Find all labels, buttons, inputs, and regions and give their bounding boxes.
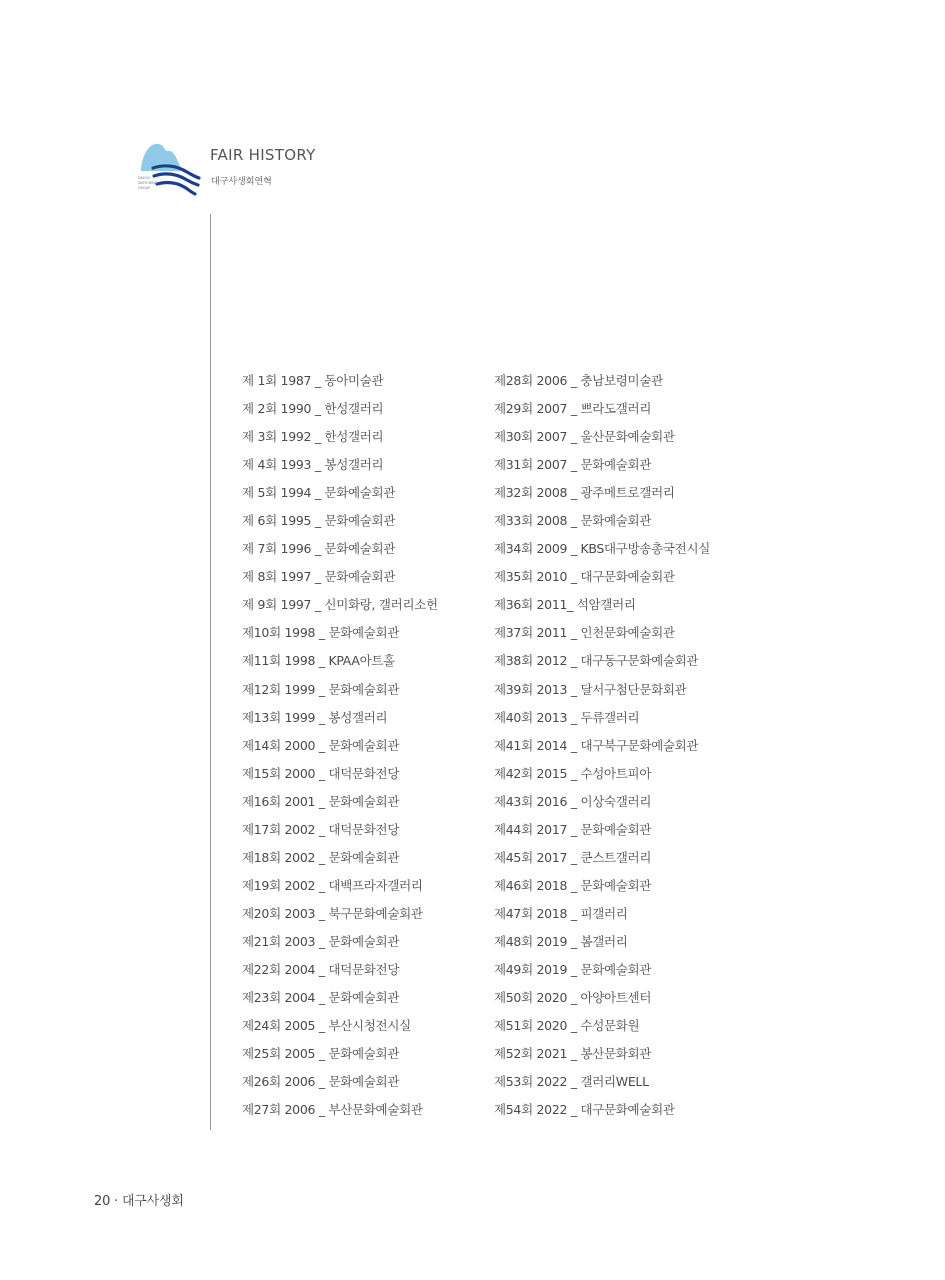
history-item: 제 4회 1993 _ 봉성갤러리 <box>242 457 384 473</box>
history-item: 제 9회 1997 _ 신미화랑, 갤러리소헌 <box>242 597 438 613</box>
history-item: 제21회 2003 _ 문화예술회관 <box>242 933 400 949</box>
history-item: 제26회 2006 _ 문화예술회관 <box>242 1074 400 1090</box>
vertical-divider <box>210 214 211 1130</box>
history-item: 제50회 2020 _ 아양아트센터 <box>494 990 652 1006</box>
history-item: 제52회 2021 _ 봉산문화회관 <box>494 1046 652 1062</box>
history-item: 제41회 2014 _ 대구북구문화예술회관 <box>494 737 699 753</box>
history-item: 제43회 2016 _ 이상숙갤러리 <box>494 793 652 809</box>
history-item: 제22회 2004 _ 대덕문화전당 <box>242 961 400 977</box>
history-item: 제29회 2007 _ 쁘라도갤러리 <box>494 401 652 417</box>
history-item: 제47회 2018 _ 피갤러리 <box>494 905 628 921</box>
history-list-left <box>242 369 482 1126</box>
history-item: 제14회 2000 _ 문화예술회관 <box>242 737 400 753</box>
history-item: 제44회 2017 _ 문화예술회관 <box>494 821 652 837</box>
logo-text-2: SKETCHING <box>138 181 158 185</box>
history-item: 제 6회 1995 _ 문화예술회관 <box>242 513 396 529</box>
history-item: 제11회 1998 _ KPAA아트홀 <box>242 653 395 669</box>
history-item: 제 1회 1987 _ 동아미술관 <box>242 373 384 388</box>
history-item: 제54회 2022 _ 대구문화예술회관 <box>494 1102 675 1118</box>
history-item: 제45회 2017 _ 쿤스트갤러리 <box>494 849 652 865</box>
history-item: 제42회 2015 _ 수성아트피아 <box>494 765 652 781</box>
history-item: 제49회 2019 _ 문화예술회관 <box>494 961 652 977</box>
history-item: 제 8회 1997 _ 문화예술회관 <box>242 569 396 585</box>
history-item: 제 5회 1994 _ 문화예술회관 <box>242 485 396 501</box>
history-item: 제19회 2002 _ 대백프라자갤러리 <box>242 877 423 893</box>
history-item: 제30회 2007 _ 울산문화예술회관 <box>494 429 675 445</box>
history-item: 제12회 1999 _ 문화예술회관 <box>242 681 400 697</box>
history-item: 제35회 2010 _ 대구문화예술회관 <box>494 569 675 585</box>
section-subtitle: 대구사생회연혁 <box>211 177 272 187</box>
logo-text-1: DAEGU <box>138 176 151 180</box>
history-item: 제10회 1998 _ 문화예술회관 <box>242 625 400 641</box>
history-item: 제24회 2005 _ 부산시청전시실 <box>242 1018 411 1034</box>
history-item: 제16회 2001 _ 문화예술회관 <box>242 793 400 809</box>
history-item: 제28회 2006 _ 충남보령미술관 <box>494 373 663 388</box>
section-title: FAIR HISTORY <box>210 146 316 164</box>
history-item: 제33회 2008 _ 문화예술회관 <box>494 513 652 529</box>
history-item: 제38회 2012 _ 대구동구문화예술회관 <box>494 653 699 669</box>
history-item: 제53회 2022 _ 갤러리WELL <box>494 1074 649 1090</box>
history-item: 제 2회 1990 _ 한성갤러리 <box>242 401 384 417</box>
history-item: 제46회 2018 _ 문화예술회관 <box>494 877 652 893</box>
logo-wave-3 <box>157 183 195 194</box>
history-item: 제40회 2013 _ 두류갤러리 <box>494 709 640 725</box>
history-item: 제34회 2009 _ KBS대구방송총국전시실 <box>494 541 711 557</box>
logo <box>137 138 201 198</box>
page-footer: 20 · 대구사생회 <box>94 1194 184 1209</box>
history-item: 제27회 2006 _ 부산문화예술회관 <box>242 1102 423 1118</box>
history-item: 제32회 2008 _ 광주메트로갤러리 <box>494 485 675 501</box>
history-item: 제13회 1999 _ 봉성갤러리 <box>242 709 388 725</box>
history-item: 제15회 2000 _ 대덕문화전당 <box>242 765 400 781</box>
history-item: 제39회 2013 _ 달서구첨단문화회관 <box>494 681 687 697</box>
history-item: 제48회 2019 _ 봄갤러리 <box>494 933 628 949</box>
history-item: 제25회 2005 _ 문화예술회관 <box>242 1046 400 1062</box>
history-item: 제17회 2002 _ 대덕문화전당 <box>242 821 400 837</box>
history-item: 제51회 2020 _ 수성문화원 <box>494 1018 640 1034</box>
history-list-right <box>494 369 754 1126</box>
history-item: 제31회 2007 _ 문화예술회관 <box>494 457 652 473</box>
logo-text-3: GROUP <box>138 186 151 190</box>
history-item: 제 3회 1992 _ 한성갤러리 <box>242 429 384 445</box>
history-item: 제 7회 1996 _ 문화예술회관 <box>242 541 396 557</box>
history-item: 제23회 2004 _ 문화예술회관 <box>242 990 400 1006</box>
history-item: 제20회 2003 _ 북구문화예술회관 <box>242 905 423 921</box>
history-item: 제18회 2002 _ 문화예술회관 <box>242 849 400 865</box>
history-item: 제37회 2011 _ 인천문화예술회관 <box>494 625 675 641</box>
history-item: 제36회 2011_ 석암갤러리 <box>494 597 636 613</box>
